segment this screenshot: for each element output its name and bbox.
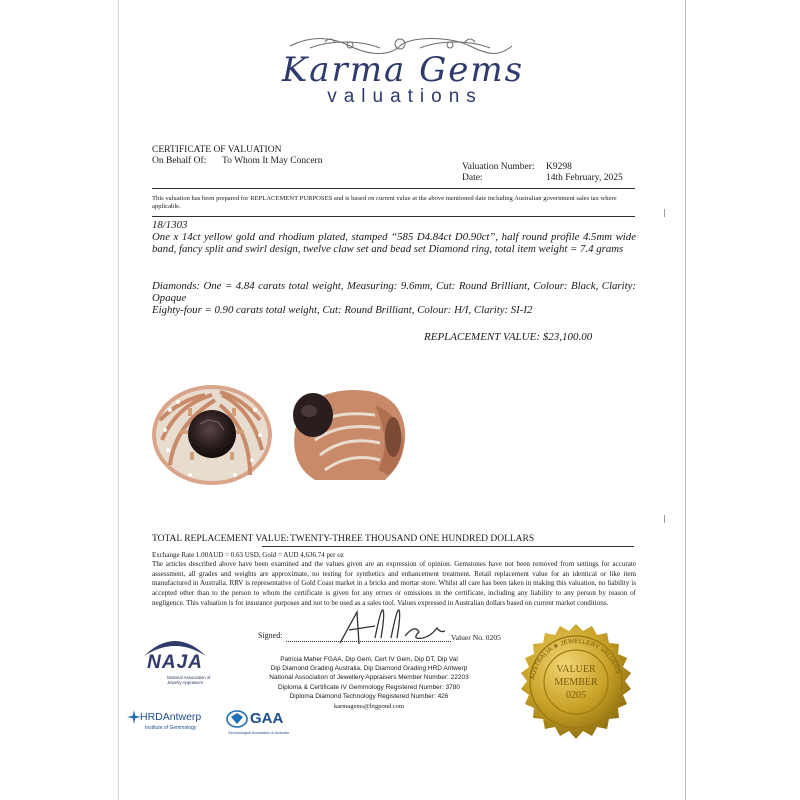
- diamonds-primary: Diamonds: One = 4.84 carats total weight, Measuring: 9.6mm, Cut: Round Brilliant, Colour: Black, Clarity: Opaque: [152, 280, 636, 304]
- credential-line: Patricia Maher FGAA, Dip Gem, Cert IV Gem, Dip DT, Dip Val: [280, 656, 458, 663]
- credential-line: Dip Diamond Grading Australia, Dip Diamond Grading HRD Antwerp: [270, 665, 468, 673]
- credential-line: National Association of Jewellery Appraisers Member Number: 22203: [269, 674, 469, 682]
- seal-ring-text: AUSTRALIA ★ JEWELLERY VALUERS: [529, 637, 622, 681]
- gaa-subtitle: Gemmological Association of Australia: [228, 731, 289, 735]
- item-reference: 18/1303: [152, 219, 188, 231]
- hrd-subtitle: Institute of Gemmology: [145, 725, 197, 731]
- hrd-logo: [127, 709, 217, 735]
- seal-center-2: MEMBER: [554, 677, 598, 688]
- ring-photo-top-view: [150, 380, 280, 490]
- company-script-name: Karma Gems: [281, 50, 525, 90]
- credential-line: Diploma & Certificate IV Gemmology Registered Number: 3780: [277, 683, 461, 691]
- date-label: Date:: [462, 173, 483, 183]
- naja-logo: [135, 636, 215, 696]
- behalf-value: To Whom It May Concern: [222, 156, 323, 166]
- gaa-logo: [226, 710, 316, 738]
- page-edge-mark: [664, 209, 665, 217]
- page-edge-mark: [664, 515, 665, 523]
- ring-photo-side-view: [285, 385, 410, 485]
- replacement-value: REPLACEMENT VALUE: $23,100.00: [424, 331, 593, 343]
- purpose-note: This valuation has been prepared for REPLACEMENT PURPOSES and is based on current value at the above mentioned date including Australian government sales tax where applicable.: [152, 195, 617, 210]
- handwritten-signature: [335, 608, 445, 648]
- naja-subtitle-2: Jewelry Appraisers: [167, 680, 204, 685]
- valuation-number-value: K9298: [546, 162, 572, 172]
- diamonds-secondary: Eighty-four = 0.90 carats total weight, Cut: Round Brilliant, Colour: H/I, Clarity: SI-I2: [152, 304, 533, 316]
- header-divider: [152, 188, 635, 189]
- letterhead: [250, 34, 550, 114]
- valuer-number: Valuer No. 0205: [451, 633, 501, 642]
- gaa-gem-icon: [226, 710, 248, 728]
- exchange-rate: Exchange Rate 1.00AUD = 0.63 USD, Gold = AUD 4,636.74 per oz: [152, 551, 344, 559]
- contact-email: karmagems@bigpond.com: [333, 703, 405, 711]
- disclaimer-text: The articles described above have been examined and the values given are an expression of opinion. Gemstones have not been removed from settings for accurate assessment, all grades and weights are approximate, no testing for synthetics and enhancement treatment. Retail replacement value for an identical or like item manufactured in Australia. RRV is representative of Gold Coast market in a bricks and mortar store. Whilst all care has been taken in making this valuation, no liability is accepted other than to the person to whom the certificate is given for any errors or omissions in the certificate, including any liability to any person by reason of negligence. This valuation is for insurance purposes and not to be used as a sales tool. Values expressed in Australian dollars based on current market conditions.: [152, 560, 636, 607]
- gaa-name: GAA: [250, 710, 284, 727]
- signed-label: Signed:: [258, 631, 283, 640]
- seal-center-3: 0205: [566, 690, 586, 701]
- total-replacement-words: TWENTY-THREE THOUSAND ONE HUNDRED DOLLARS: [290, 534, 535, 544]
- certificate-title: CERTIFICATE OF VALUATION: [152, 145, 282, 155]
- date-value: 14th February, 2025: [546, 173, 623, 183]
- company-subtitle: valuations: [327, 86, 483, 107]
- credentials-block: [250, 655, 488, 711]
- naja-subtitle-1: National Association of: [167, 675, 211, 680]
- valuation-number-label: Valuation Number:: [462, 162, 535, 172]
- credential-line: Diploma Diamond Technology Registered Number: 426: [289, 692, 449, 700]
- total-underline: [262, 546, 634, 547]
- item-description: One x 14ct yellow gold and rhodium plated, stamped “585 D4.84ct D0.90ct”, half round profile 4.5mm wide band, fancy split and swirl design, twelve claw set and bead set Diamond ring, total item weight = 7.4 grams: [152, 231, 636, 255]
- behalf-label: On Behalf Of:: [152, 156, 207, 166]
- gold-valuer-seal: [513, 622, 639, 748]
- hrd-name: HRDAntwerp: [140, 711, 202, 723]
- naja-name: NAJA: [147, 652, 203, 673]
- seal-center-1: VALUER: [556, 664, 596, 675]
- hrd-star-icon: [127, 710, 141, 724]
- total-replacement-label: TOTAL REPLACEMENT VALUE:: [152, 534, 289, 544]
- purpose-divider: [152, 216, 635, 217]
